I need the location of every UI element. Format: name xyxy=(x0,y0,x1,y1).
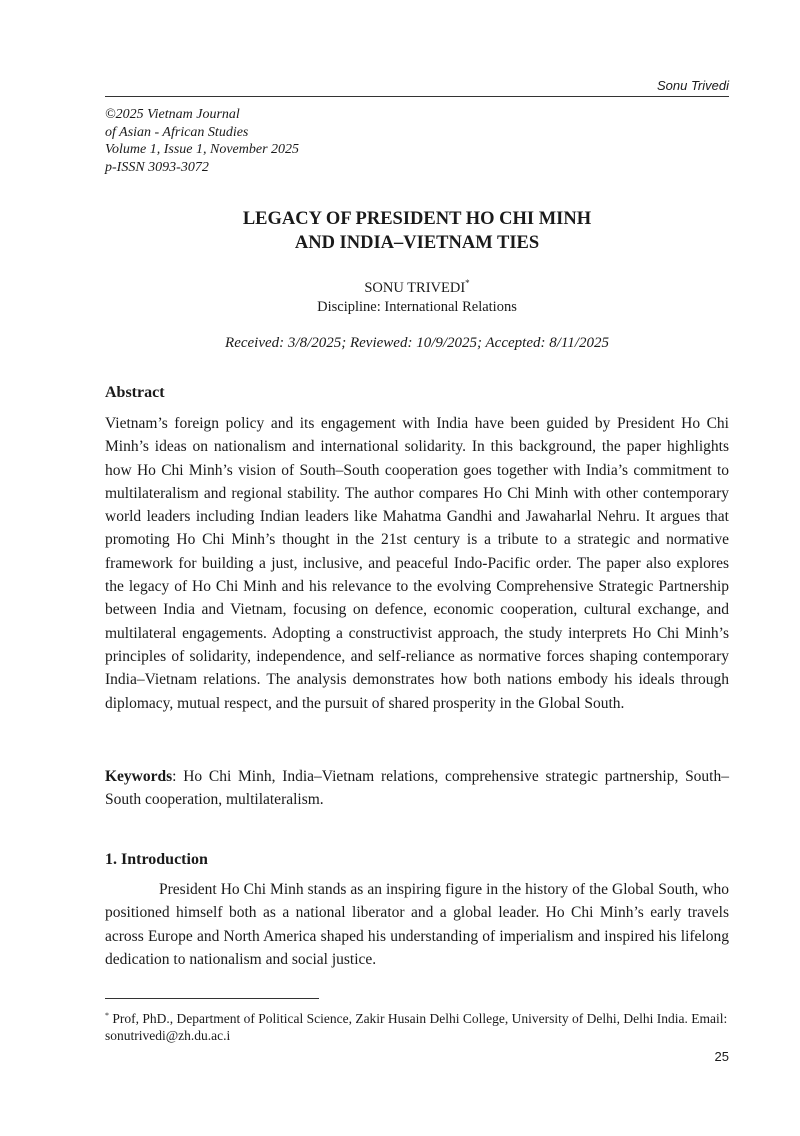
abstract-text: Vietnam’s foreign policy and its engagement with India have been guided by President Ho Chi Minh’s ideas on nationalism and international solidarity. In this background, the paper highlights how Ho Chi Minh’s vision of South–South cooperation goes together with India’s commitment to multilateralism and regional stability. The author compares Ho Chi Minh with other contemporary world leaders including Indian leaders like Mahatma Gandhi and Jawaharlal Nehru. It argues that promoting Ho Chi Minh’s thought in the 21st century is a tribute to a strategic and normative framework for building a just, inclusive, and peaceful Indo-Pacific order. The paper also explores the legacy of Ho Chi Minh and his relevance to the evolving Comprehensive Strategic Partnership between India and Vietnam, focusing on defence, economic cooperation, cultural exchange, and multilateral engagements. Adopting a constructivist approach, the study interprets Ho Chi Minh’s principles of solidarity, independence, and self-reliance as normative forces shaping contemporary India–Vietnam relations. The analysis demonstrates how both nations embody his ideals through diplomacy, mutual respect, and the pursuit of shared prosperity in the Global South. xyxy=(105,415,729,712)
author-discipline: Discipline: International Relations xyxy=(317,299,517,315)
author-line xyxy=(105,279,729,298)
submission-dates: Received: 3/8/2025; Reviewed: 10/9/2025; Accepted: 8/11/2025 xyxy=(225,335,609,351)
journal-info xyxy=(105,106,505,176)
keywords-label: Keywords xyxy=(105,768,173,785)
journal-copyright: ©2025 Vietnam Journal xyxy=(105,107,240,122)
header-rule xyxy=(105,96,729,97)
keywords-text: Ho Chi Minh, India–Vietnam relations, comprehensive strategic partnership, South–South cooperation, multilateralism. xyxy=(105,768,729,809)
running-head: Sonu Trivedi xyxy=(656,78,729,93)
title-line-1: LEGACY OF PRESIDENT HO CHI MINH xyxy=(242,209,592,229)
footnote-mark: * xyxy=(105,1011,109,1020)
keywords-separator: : xyxy=(172,768,177,785)
page-number: 25 xyxy=(714,1049,729,1064)
footnote-text: Prof, PhD., Department of Political Science, Zakir Husain Delhi College, University of Delhi, Delhi India. Email: sonutrivedi@zh.du.ac.i xyxy=(105,1011,728,1043)
title-line-2: AND INDIA–VIETNAM TIES xyxy=(294,233,540,253)
introduction-heading: 1. Introduction xyxy=(105,851,208,868)
abstract-heading: Abstract xyxy=(105,384,165,401)
footnote-rule xyxy=(105,998,319,999)
paper-title xyxy=(105,207,729,255)
footnote xyxy=(105,1010,729,1044)
introduction-text: President Ho Chi Minh stands as an inspiring figure in the history of the Global South, who positioned himself both as a national liberator and a global leader. Ho Chi Minh’s early travels across Europe and North America shaped his understanding of imperialism and inspired his lifelong dedication to nationalism and social justice. xyxy=(105,881,729,968)
journal-volume: Volume 1, Issue 1, November 2025 xyxy=(105,142,300,157)
author-block xyxy=(105,279,729,317)
keywords xyxy=(105,765,729,812)
author-name: SONU TRIVEDI xyxy=(364,280,466,296)
journal-name: of Asian - African Studies xyxy=(105,124,249,140)
author-footnote-mark: * xyxy=(465,278,470,288)
journal-issn: p-ISSN 3093-3072 xyxy=(105,159,209,175)
